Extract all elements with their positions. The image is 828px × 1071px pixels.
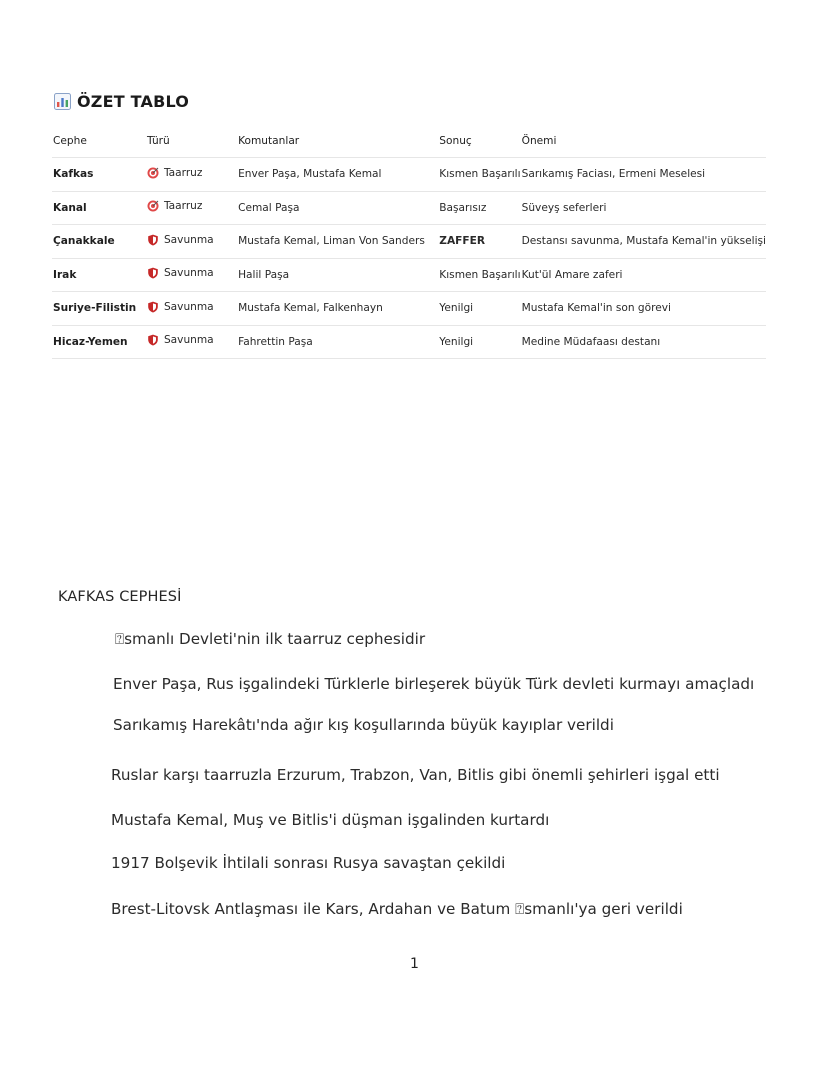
commanders-cell: Fahrettin Paşa (237, 325, 438, 359)
target-icon (147, 167, 159, 179)
table-row (52, 158, 766, 192)
front-cell: Kafkas (52, 158, 146, 192)
result-cell: Kısmen Başarılı (438, 258, 520, 292)
list-item: Brest-Litovsk Antlaşması ile Kars, Ardahan ve Batum ⍰smanlı'ya geri verildi (111, 900, 683, 918)
table-row (52, 325, 766, 359)
importance-cell: Sarıkamış Faciası, Ermeni Meselesi (521, 158, 766, 192)
list-item: Ruslar karşı taarruzla Erzurum, Trabzon, Van, Bitlis gibi önemli şehirleri işgal etti (111, 766, 720, 784)
section-title: KAFKAS CEPHESİ (58, 589, 182, 605)
type-cell (146, 325, 237, 359)
shield-icon (147, 334, 159, 346)
result-cell: Kısmen Başarılı (438, 158, 520, 192)
table-row (52, 258, 766, 292)
result-cell: Yenilgi (438, 325, 520, 359)
column-header-komutanlar: Komutanlar (237, 125, 438, 158)
front-cell: Çanakkale (52, 225, 146, 259)
table-header-row (52, 125, 766, 158)
list-item: ⍰smanlı Devleti'nin ilk taarruz cephesidir (115, 630, 426, 648)
shield-icon (147, 234, 159, 246)
type-cell (146, 158, 237, 192)
type-cell (146, 258, 237, 292)
table-row (52, 225, 766, 259)
column-header-turu: Türü (146, 125, 237, 158)
type-label: Taarruz (163, 166, 203, 179)
shield-icon (147, 267, 159, 279)
bar-chart-icon (54, 93, 71, 110)
column-header-onemi: Önemi (521, 125, 766, 158)
front-cell: Kanal (52, 191, 146, 225)
importance-cell: Süveyş seferleri (521, 191, 766, 225)
importance-cell: Mustafa Kemal'in son görevi (521, 292, 766, 326)
importance-cell: Destansı savunma, Mustafa Kemal'in yükselişi (521, 225, 766, 259)
type-cell (146, 292, 237, 326)
page-number: 1 (410, 956, 419, 972)
summary-title: ÖZET TABLO (77, 92, 190, 111)
front-cell: Irak (52, 258, 146, 292)
column-header-sonuc: Sonuç (438, 125, 520, 158)
shield-icon (147, 301, 159, 313)
commanders-cell: Enver Paşa, Mustafa Kemal (237, 158, 438, 192)
table-row (52, 292, 766, 326)
front-cell: Hicaz-Yemen (52, 325, 146, 359)
front-cell: Suriye-Filistin (52, 292, 146, 326)
type-cell (146, 225, 237, 259)
type-label: Taarruz (163, 200, 203, 213)
commanders-cell: Mustafa Kemal, Falkenhayn (237, 292, 438, 326)
type-label: Savunma (163, 267, 214, 280)
summary-table (52, 125, 766, 359)
table-row (52, 191, 766, 225)
target-icon (147, 200, 159, 212)
commanders-cell: Halil Paşa (237, 258, 438, 292)
result-cell: Başarısız (438, 191, 520, 225)
list-item: 1917 Bolşevik İhtilali sonrası Rusya savaştan çekildi (111, 854, 506, 872)
type-label: Savunma (163, 233, 214, 246)
commanders-cell: Mustafa Kemal, Liman Von Sanders (237, 225, 438, 259)
result-cell: ZAFFER (438, 225, 520, 259)
summary-heading (54, 92, 189, 111)
result-cell: Yenilgi (438, 292, 520, 326)
column-header-cephe: Cephe (52, 125, 146, 158)
commanders-cell: Cemal Paşa (237, 191, 438, 225)
list-item: Enver Paşa, Rus işgalindeki Türklerle birleşerek büyük Türk devleti kurmayı amaçladı (113, 675, 755, 693)
list-item: Sarıkamış Harekâtı'nda ağır kış koşullarında büyük kayıplar verildi (113, 716, 614, 734)
type-label: Savunma (163, 334, 214, 347)
importance-cell: Kut'ül Amare zaferi (521, 258, 766, 292)
list-item: Mustafa Kemal, Muş ve Bitlis'i düşman işgalinden kurtardı (111, 811, 550, 829)
type-label: Savunma (163, 300, 214, 313)
importance-cell: Medine Müdafaası destanı (521, 325, 766, 359)
type-cell (146, 191, 237, 225)
